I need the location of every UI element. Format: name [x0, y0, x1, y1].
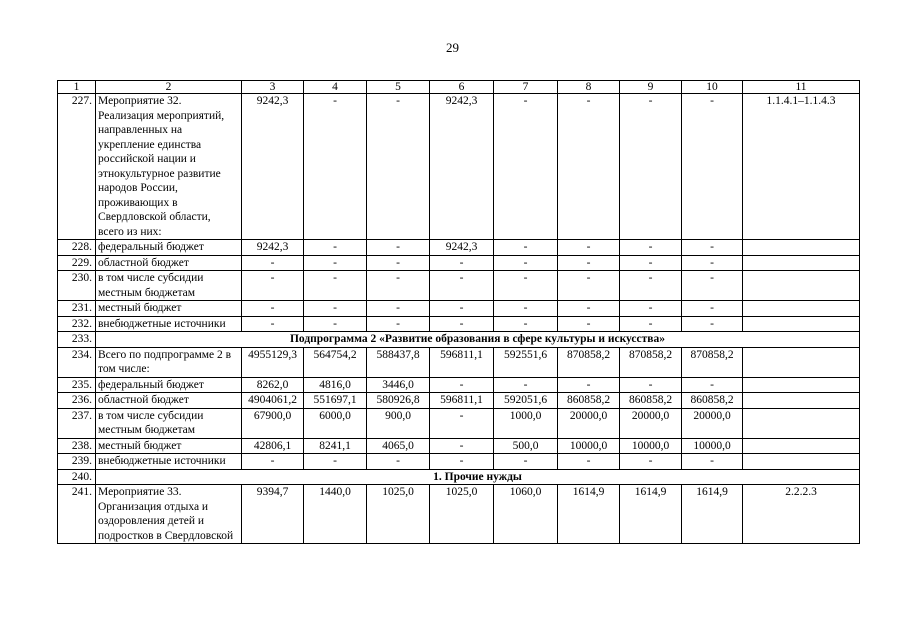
target-reference	[743, 393, 860, 409]
target-reference	[743, 255, 860, 271]
value-cell: -	[494, 255, 558, 271]
target-reference	[743, 408, 860, 438]
value-cell: -	[682, 255, 743, 271]
table-row	[58, 469, 860, 485]
value-cell: -	[304, 271, 367, 301]
value-cell: 564754,2	[304, 347, 367, 377]
item-name: в том числе субсидии местным бюджетам	[96, 271, 242, 301]
column-header-3: 3	[242, 81, 304, 94]
item-name: областной бюджет	[96, 255, 242, 271]
section-title: Подпрограмма 2 «Развитие образования в сфере культуры и искусства»	[96, 332, 860, 348]
value-cell: -	[304, 255, 367, 271]
value-cell: -	[682, 301, 743, 317]
value-cell: -	[682, 240, 743, 256]
value-cell: 860858,2	[682, 393, 743, 409]
value-cell: -	[430, 316, 494, 332]
value-cell: 42806,1	[242, 438, 304, 454]
item-name: областной бюджет	[96, 393, 242, 409]
value-cell: -	[494, 454, 558, 470]
value-cell: 9242,3	[242, 240, 304, 256]
value-cell: -	[430, 454, 494, 470]
item-name: в том числе субсидии местным бюджетам	[96, 408, 242, 438]
value-cell: 596811,1	[430, 393, 494, 409]
value-cell: -	[494, 301, 558, 317]
value-cell: -	[304, 301, 367, 317]
target-reference	[743, 454, 860, 470]
table-row	[58, 255, 860, 271]
value-cell: -	[430, 377, 494, 393]
value-cell: -	[304, 94, 367, 240]
value-cell: 4955129,3	[242, 347, 304, 377]
item-name: местный бюджет	[96, 438, 242, 454]
table-row	[58, 377, 860, 393]
value-cell: -	[682, 377, 743, 393]
value-cell: 900,0	[367, 408, 430, 438]
value-cell: -	[620, 454, 682, 470]
item-name: внебюджетные источники	[96, 316, 242, 332]
value-cell: 580926,8	[367, 393, 430, 409]
table-row	[58, 240, 860, 256]
table-row	[58, 94, 860, 240]
value-cell: -	[430, 408, 494, 438]
item-name: внебюджетные источники	[96, 454, 242, 470]
value-cell: -	[620, 255, 682, 271]
row-number: 241.	[58, 485, 96, 544]
row-number: 230.	[58, 271, 96, 301]
value-cell: 10000,0	[620, 438, 682, 454]
column-header-1: 1	[58, 81, 96, 94]
target-reference	[743, 438, 860, 454]
value-cell: 20000,0	[620, 408, 682, 438]
value-cell: 8262,0	[242, 377, 304, 393]
budget-table	[57, 80, 860, 544]
value-cell: -	[558, 94, 620, 240]
target-reference	[743, 377, 860, 393]
item-name: Всего по подпрограмме 2 в том числе:	[96, 347, 242, 377]
value-cell: -	[558, 301, 620, 317]
value-cell: -	[367, 301, 430, 317]
value-cell: 870858,2	[682, 347, 743, 377]
value-cell: 592051,6	[494, 393, 558, 409]
value-cell: 4904061,2	[242, 393, 304, 409]
column-header-5: 5	[367, 81, 430, 94]
item-name: Мероприятие 33. Организация отдыха и оздоровления детей и подростков в Свердловской	[96, 485, 242, 544]
row-number: 237.	[58, 408, 96, 438]
value-cell: 588437,8	[367, 347, 430, 377]
table-row	[58, 393, 860, 409]
value-cell: 9242,3	[430, 94, 494, 240]
value-cell: -	[242, 271, 304, 301]
value-cell: 10000,0	[558, 438, 620, 454]
value-cell: -	[367, 240, 430, 256]
value-cell: -	[494, 240, 558, 256]
column-header-8: 8	[558, 81, 620, 94]
target-reference	[743, 240, 860, 256]
value-cell: -	[494, 271, 558, 301]
value-cell: -	[242, 454, 304, 470]
value-cell: -	[620, 301, 682, 317]
value-cell: -	[558, 316, 620, 332]
target-reference	[743, 316, 860, 332]
value-cell: 596811,1	[430, 347, 494, 377]
value-cell: -	[620, 240, 682, 256]
value-cell: 1025,0	[430, 485, 494, 544]
value-cell: -	[367, 255, 430, 271]
row-number: 236.	[58, 393, 96, 409]
item-name: местный бюджет	[96, 301, 242, 317]
value-cell: 1025,0	[367, 485, 430, 544]
value-cell: -	[367, 94, 430, 240]
table-row	[58, 316, 860, 332]
value-cell: -	[558, 454, 620, 470]
table-row	[58, 332, 860, 348]
value-cell: -	[367, 316, 430, 332]
value-cell: -	[430, 271, 494, 301]
value-cell: -	[558, 377, 620, 393]
item-name: федеральный бюджет	[96, 240, 242, 256]
table-row	[58, 301, 860, 317]
value-cell: 9242,3	[430, 240, 494, 256]
value-cell: -	[242, 316, 304, 332]
section-title: 1. Прочие нужды	[96, 469, 860, 485]
column-header-2: 2	[96, 81, 242, 94]
column-header-7: 7	[494, 81, 558, 94]
value-cell: 870858,2	[558, 347, 620, 377]
value-cell: 870858,2	[620, 347, 682, 377]
value-cell: -	[682, 454, 743, 470]
value-cell: 551697,1	[304, 393, 367, 409]
column-header-6: 6	[430, 81, 494, 94]
value-cell: 9394,7	[242, 485, 304, 544]
target-reference: 1.1.4.1–1.1.4.3	[743, 94, 860, 240]
value-cell: -	[494, 377, 558, 393]
value-cell: 860858,2	[620, 393, 682, 409]
table-row	[58, 408, 860, 438]
value-cell: 1440,0	[304, 485, 367, 544]
value-cell: 9242,3	[242, 94, 304, 240]
value-cell: -	[494, 316, 558, 332]
column-header-10: 10	[682, 81, 743, 94]
value-cell: -	[242, 255, 304, 271]
column-header-9: 9	[620, 81, 682, 94]
item-name: Мероприятие 32. Реализация мероприятий, направленных на укрепление единства российской нации и этнокультурное развитие народов России, проживающих в Свердловской области, всего из них:	[96, 94, 242, 240]
value-cell: -	[430, 301, 494, 317]
row-number: 234.	[58, 347, 96, 377]
header-row	[58, 81, 860, 94]
column-header-4: 4	[304, 81, 367, 94]
table-row	[58, 347, 860, 377]
target-reference	[743, 271, 860, 301]
value-cell: -	[558, 255, 620, 271]
value-cell: 1614,9	[620, 485, 682, 544]
value-cell: -	[682, 316, 743, 332]
table-row	[58, 271, 860, 301]
table-row	[58, 454, 860, 470]
row-number: 233.	[58, 332, 96, 348]
value-cell: -	[430, 438, 494, 454]
value-cell: 1060,0	[494, 485, 558, 544]
table-body	[58, 81, 860, 544]
item-name: федеральный бюджет	[96, 377, 242, 393]
value-cell: -	[304, 316, 367, 332]
row-number: 227.	[58, 94, 96, 240]
value-cell: -	[682, 94, 743, 240]
value-cell: -	[558, 240, 620, 256]
target-reference	[743, 301, 860, 317]
value-cell: 6000,0	[304, 408, 367, 438]
column-header-11: 11	[743, 81, 860, 94]
value-cell: -	[304, 240, 367, 256]
value-cell: -	[430, 255, 494, 271]
row-number: 238.	[58, 438, 96, 454]
row-number: 235.	[58, 377, 96, 393]
value-cell: -	[367, 454, 430, 470]
row-number: 228.	[58, 240, 96, 256]
value-cell: -	[304, 454, 367, 470]
value-cell: 3446,0	[367, 377, 430, 393]
value-cell: 592551,6	[494, 347, 558, 377]
row-number: 239.	[58, 454, 96, 470]
value-cell: -	[682, 271, 743, 301]
value-cell: -	[620, 316, 682, 332]
value-cell: 1614,9	[682, 485, 743, 544]
value-cell: 10000,0	[682, 438, 743, 454]
row-number: 231.	[58, 301, 96, 317]
value-cell: -	[242, 301, 304, 317]
row-number: 232.	[58, 316, 96, 332]
value-cell: 4816,0	[304, 377, 367, 393]
value-cell: 1614,9	[558, 485, 620, 544]
value-cell: 860858,2	[558, 393, 620, 409]
value-cell: 500,0	[494, 438, 558, 454]
value-cell: 67900,0	[242, 408, 304, 438]
target-reference: 2.2.2.3	[743, 485, 860, 544]
value-cell: 4065,0	[367, 438, 430, 454]
row-number: 240.	[58, 469, 96, 485]
value-cell: 8241,1	[304, 438, 367, 454]
page-number: 29	[446, 40, 459, 55]
row-number: 229.	[58, 255, 96, 271]
table-row	[58, 485, 860, 544]
value-cell: 20000,0	[682, 408, 743, 438]
value-cell: 20000,0	[558, 408, 620, 438]
target-reference	[743, 347, 860, 377]
table-row	[58, 438, 860, 454]
value-cell: -	[558, 271, 620, 301]
value-cell: -	[620, 94, 682, 240]
value-cell: 1000,0	[494, 408, 558, 438]
value-cell: -	[367, 271, 430, 301]
value-cell: -	[620, 271, 682, 301]
value-cell: -	[620, 377, 682, 393]
value-cell: -	[494, 94, 558, 240]
